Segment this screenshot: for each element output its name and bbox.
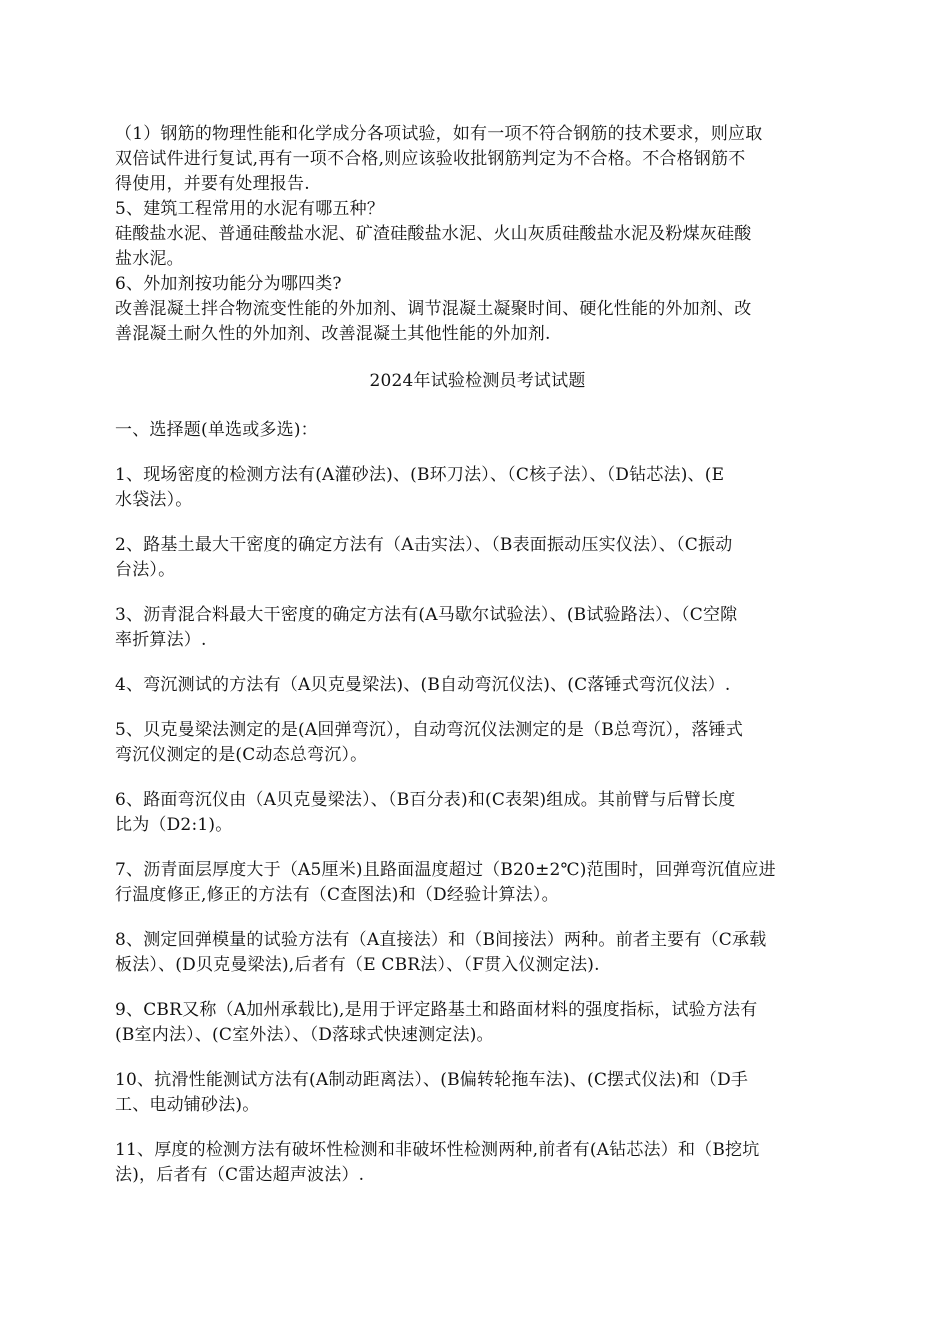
question-item <box>115 673 840 698</box>
question-line: 11、厚度的检测方法有破坏性检测和非破坏性检测两种,前者有(A钻芯法）和（B挖坑 <box>115 1140 760 1160</box>
question-6-heading: 6、外加剂按功能分为哪四类? <box>115 274 342 294</box>
question-item <box>115 533 840 583</box>
document-page <box>115 122 840 1188</box>
question-5-heading: 5、建筑工程常用的水泥有哪五种？ <box>115 199 385 219</box>
question-line: 比为（D2:1)。 <box>115 815 233 835</box>
question-line: 8、测定回弹模量的试验方法有（A直接法）和（B间接法）两种。前者主要有（C承载 <box>115 930 767 950</box>
question-item <box>115 1138 840 1188</box>
question-line: 4、弯沉测试的方法有（A贝克曼梁法)、(B自动弯沉仪法)、(C落锤式弯沉仪法）. <box>115 675 731 695</box>
question-line: 行温度修正,修正的方法有（C查图法)和（D经验计算法）。 <box>115 885 559 905</box>
intro-line-1: （1）钢筋的物理性能和化学成分各项试验，如有一项不符合钢筋的技术要求，则应取 <box>115 124 763 144</box>
question-item <box>115 718 840 768</box>
question-line: 3、沥青混合料最大干密度的确定方法有(A马歇尔试验法）、(B试验路法）、（C空隙 <box>115 605 738 625</box>
question-item <box>115 463 840 513</box>
question-line: 7、沥青面层厚度大于（A5厘米)且路面温度超过（B20±2℃)范围时，回弹弯沉值应进 <box>115 860 776 880</box>
intro-line-3: 得使用，并要有处理报告. <box>115 174 310 194</box>
question-line: (B室内法）、(C室外法）、（D落球式快速测定法)。 <box>115 1025 494 1045</box>
answer-6-line-2: 善混凝土耐久性的外加剂、改善混凝土其他性能的外加剂. <box>115 324 551 344</box>
question-line: 板法）、(D贝克曼梁法),后者有（E CBR法）、（F贯入仪测定法). <box>115 955 600 975</box>
question-line: 工、电动铺砂法)。 <box>115 1095 260 1115</box>
question-line: 9、CBR又称（A加州承载比),是用于评定路基土和路面材料的强度指标，试验方法有 <box>115 1000 758 1020</box>
question-line: 台法）。 <box>115 560 176 580</box>
question-item <box>115 928 840 978</box>
question-item <box>115 998 840 1048</box>
question-line: 1、现场密度的检测方法有(A灌砂法)、(B环刀法）、（C核子法）、（D钻芯法)、(E <box>115 465 725 485</box>
question-item <box>115 788 840 838</box>
section-heading: 一、选择题(单选或多选)： <box>115 420 318 440</box>
question-item <box>115 1068 840 1118</box>
question-item <box>115 858 840 908</box>
intro-line-2: 双倍试件进行复试,再有一项不合格,则应该验收批钢筋判定为不合格。不合格钢筋不 <box>115 149 746 169</box>
question-line: 6、路面弯沉仪由（A贝克曼梁法）、（B百分表)和(C表架)组成。其前臂与后臂长度 <box>115 790 736 810</box>
question-line: 法)，后者有（C雷达超声波法）. <box>115 1165 365 1185</box>
question-line: 率折算法）. <box>115 630 207 650</box>
answer-6-line-1: 改善混凝土拌合物流变性能的外加剂、调节混凝土凝聚时间、硬化性能的外加剂、改 <box>115 299 752 319</box>
question-line: 水袋法）。 <box>115 490 193 510</box>
answer-5-line-2: 盐水泥。 <box>115 249 184 269</box>
question-line: 10、抗滑性能测试方法有(A制动距离法）、(B偏转轮拖车法)、(C摆式仪法)和（D手 <box>115 1070 749 1090</box>
question-line: 5、贝克曼梁法测定的是(A回弹弯沉），自动弯沉仪法测定的是（B总弯沉），落锤式 <box>115 720 744 740</box>
exam-title: 2024年试验检测员考试试题 <box>369 371 586 391</box>
question-item <box>115 603 840 653</box>
question-line: 2、路基土最大干密度的确定方法有（A击实法）、（B表面振动压实仪法）、（C振动 <box>115 535 733 555</box>
answer-5-line-1: 硅酸盐水泥、普通硅酸盐水泥、矿渣硅酸盐水泥、火山灰质硅酸盐水泥及粉煤灰硅酸 <box>115 224 752 244</box>
question-list <box>115 463 840 1188</box>
question-line: 弯沉仪测定的是(C动态总弯沉）。 <box>115 745 368 765</box>
